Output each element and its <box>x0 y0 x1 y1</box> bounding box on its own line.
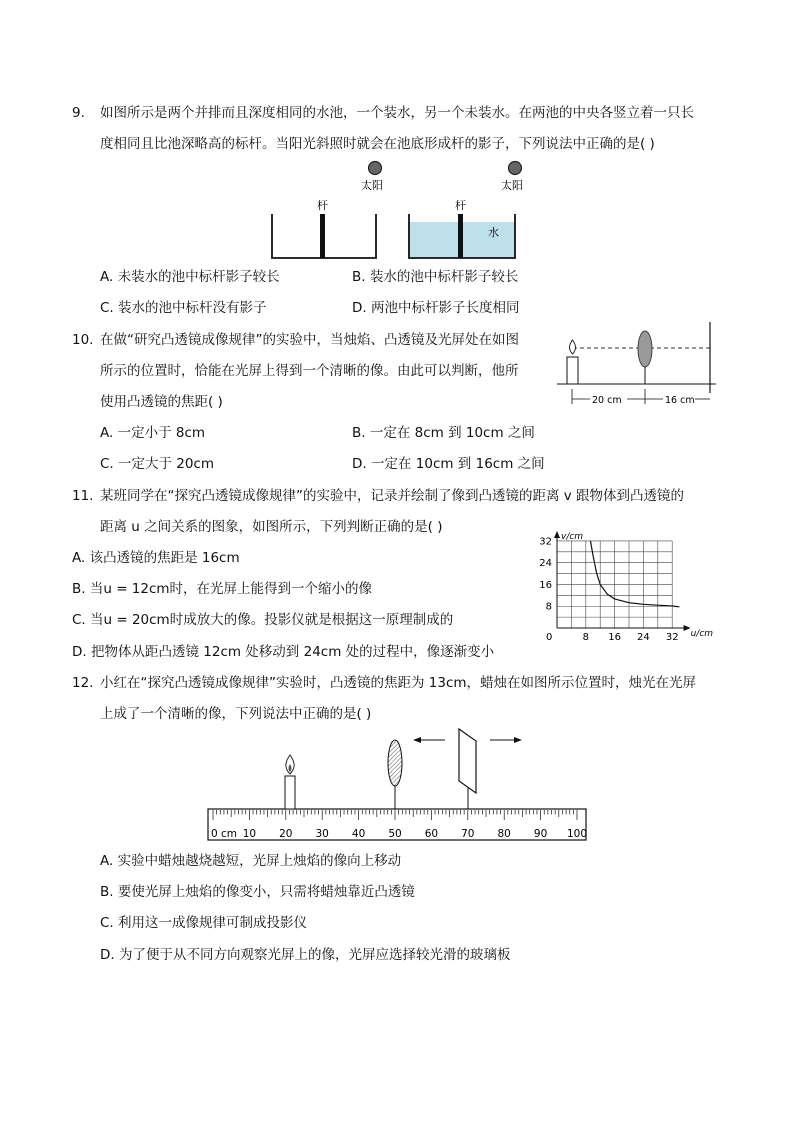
light-screen <box>459 729 476 793</box>
q10-option-d: D. 一定在 10cm 到 16cm 之间 <box>352 456 545 472</box>
ruler-label: 80 <box>497 828 511 840</box>
ruler-label: 70 <box>461 828 475 840</box>
q12-stem-line2: 上成了一个清晰的像，下列说法中正确的是( ) <box>100 706 372 722</box>
q9-option-d: D. 两池中标杆影子长度相同 <box>352 300 520 316</box>
x-tick-label: 8 <box>582 632 589 643</box>
ruler-label: 40 <box>351 828 366 840</box>
candle <box>285 776 295 809</box>
ruler-label: 50 <box>388 828 402 840</box>
ruler-label: 90 <box>533 828 548 840</box>
q12-option-d: D. 为了便于从不同方向观察光屏上的像，光屏应选择较光滑的玻璃板 <box>100 947 511 963</box>
convex-lens <box>388 740 402 786</box>
q9-option-c: C. 装水的池中标杆没有影子 <box>100 300 267 316</box>
q10-stem-line3: 使用凸透镜的焦距( ) <box>100 394 223 410</box>
pole-label-left: 杆 <box>317 199 328 212</box>
ruler-label: 20 <box>279 828 293 840</box>
water-label: 水 <box>488 226 499 239</box>
q10-option-b: B. 一定在 8cm 到 10cm 之间 <box>352 425 535 441</box>
sun-label-left: 太阳 <box>361 179 383 192</box>
q12-option-b: B. 要使光屏上烛焰的像变小，只需将蜡烛靠近凸透镜 <box>100 884 415 900</box>
q10-number: 10. <box>72 332 94 348</box>
x-axis-label: u/cm <box>690 629 714 639</box>
q11-option-c: C. 当u = 20cm时成放大的像。投影仪就是根据这一原理制成的 <box>72 612 454 628</box>
q10-stem-line2: 所示的位置时，恰能在光屏上得到一个清晰的像。由此可以判断，他所 <box>100 363 519 379</box>
q9-stem-line1: 如图所示是两个并排而且深度相同的水池，一个装水，另一个未装水。在两池的中央各竖立着一只长 <box>100 105 694 121</box>
q10-option-a: A. 一定小于 8cm <box>100 425 206 441</box>
y-tick-label: 8 <box>545 601 552 613</box>
q9-option-a: A. 未装水的池中标杆影子较长 <box>100 269 280 285</box>
pole-label-right: 杆 <box>455 199 466 212</box>
q12-number: 12. <box>72 675 94 691</box>
q11-option-a: A. 该凸透镜的焦距是 16cm <box>72 550 240 566</box>
q9-stem-line2: 度相同且比池深略高的标杆。当阳光斜照时就会在池底形成杆的影子，下列说法中正确的是( ) <box>100 136 655 152</box>
q12-option-a: A. 实验中蜡烛越烧越短，光屏上烛焰的像向上移动 <box>100 853 402 869</box>
q9-number: 9. <box>72 105 85 121</box>
ruler-label: 100 <box>566 828 588 840</box>
y-axis-label: v/cm <box>561 531 584 542</box>
ruler-label: 60 <box>424 828 439 840</box>
q11-stem-line1: 某班同学在“探究凸透镜成像规律”的实验中，记录并绘制了像到凸透镜的距离 v 跟物体到凸透镜的 <box>100 488 685 504</box>
x-tick-label: 16 <box>608 632 621 643</box>
q12-option-c: C. 利用这一成像规律可制成投影仪 <box>100 915 308 931</box>
ruler-label: 30 <box>315 828 329 840</box>
distance-16cm: 16 cm <box>665 395 695 406</box>
sun-label-right: 太阳 <box>501 179 523 192</box>
q11-option-d: D. 把物体从距凸透镜 12cm 处移动到 24cm 处的过程中，像逐渐变小 <box>72 644 495 660</box>
ruler-label: 10 <box>242 828 257 840</box>
y-tick-label: 16 <box>539 579 552 591</box>
q11-stem-line2: 距离 u 之间关系的图象，如图所示，下列判断正确的是( ) <box>100 519 443 535</box>
q11-option-b: B. 当u = 12cm时，在光屏上能得到一个缩小的像 <box>72 581 373 597</box>
y-tick-label: 24 <box>539 558 552 570</box>
x-tick-label: 0 <box>546 632 553 643</box>
ruler-label: 0 cm <box>211 828 238 840</box>
y-tick-label: 32 <box>539 536 552 548</box>
q10-stem-line1: 在做“研究凸透镜成像规律”的实验中，当烛焰、凸透镜及光屏处在如图 <box>100 332 519 348</box>
distance-20cm: 20 cm <box>592 395 622 406</box>
q9-option-b: B. 装水的池中标杆影子较长 <box>352 269 519 285</box>
q10-option-c: C. 一定大于 20cm <box>100 456 215 472</box>
q12-stem-line1: 小红在“探究凸透镜成像规律”实验时，凸透镜的焦距为 13cm，蜡烛在如图所示位置时，烛光在光屏 <box>100 675 697 691</box>
x-tick-label: 32 <box>665 632 679 643</box>
x-tick-label: 24 <box>637 632 650 643</box>
q11-number: 11. <box>72 488 94 504</box>
